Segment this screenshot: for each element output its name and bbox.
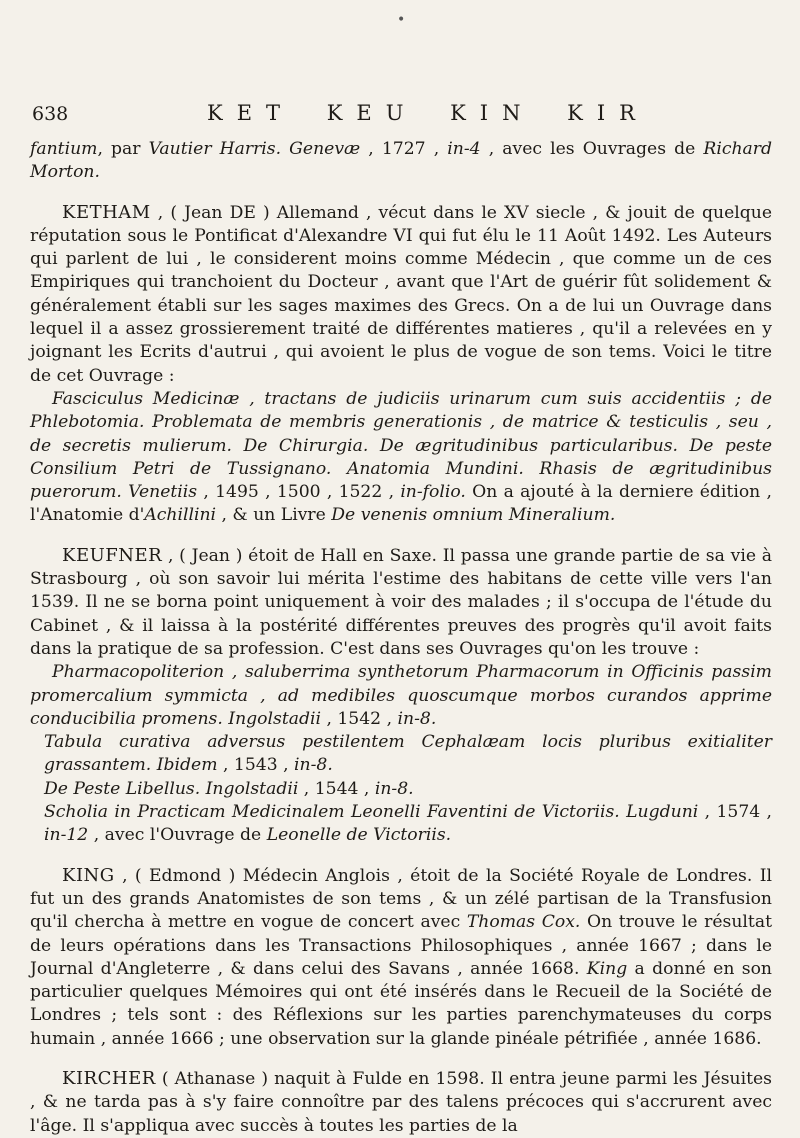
top-mark: • <box>397 12 406 28</box>
page-body <box>30 138 772 1138</box>
work-title: Fasciculus Medicinæ , tractans de judiciis urinarum cum suis accidentiis ; de Phlebotomia. Problemata de membris generationis , de matrice & testiculis , seu , de secretis mulierum. De Chirurgia. De ægritudinibus particularibus. De peste Consilium Petri de Tussignano. Anatomia Mundini. Rhasis de ægritudinibus puerorum. Venetiis , 1495 , 1500 , 1522 , in-folio. On a ajouté à la derniere édition , l'Anatomie d'Achillini , & un Livre De venenis omnium Mineralium. <box>30 388 772 526</box>
entry-keufner: KEUFNER , ( Jean ) étoit de Hall en Saxe. Il passa une grande partie de sa vie à Strasbourg , où son savoir lui mérita l'estime des habitans de cette ville vers l'an 1539. Il ne se borna point uniquement à voir des malades ; il s'occupa de l'étude du Cabinet , & il laissa à la postérité différentes preuves des progrès qu'il avoit faits dans la pratique de sa profession. C'est dans ses Ouvrages qu'on les trouve : <box>30 544 772 659</box>
work-title: Pharmacopoliterion , saluberrima synthetorum Pharmacorum in Officinis passim promercalium symmicta , ad medibiles quoscumque morbos curandos apprime conducibilia promens. Ingolstadii , 1542 , in-8. <box>30 662 772 729</box>
work-title: Scholia in Practicam Medicinalem Leonelli Faventini de Victoriis. Lugduni , 1574 , in-12 , avec l'Ouvrage de Leonelle de Victoriis. <box>44 802 773 846</box>
page-number: 638 <box>32 103 69 125</box>
entry-headword: KIRCHER <box>62 1067 156 1089</box>
entry-ketham: KETHAM , ( Jean DE ) Allemand , vécut dans le XV siecle , & jouit de quelque réputation sous le Pontificat d'Alexandre VI qui fut élu le 11 Août 1492. Les Auteurs qui parlent de lui , le considerent moins comme Médecin , que comme un de ces Empiriques qui tranchoient du Docteur , avant que l'Art de guérir fût solidement & généralement établi sur les sages maximes des Grecs. On a de lui un Ouvrage dans lequel il a assez grossierement traité de différentes matieres , qu'il a relevées en y joignant les Ecrits d'autrui , qui avoient le plus de vogue de son tems. Voici le titre de cet Ouvrage : <box>30 201 772 386</box>
entry-king: KING , ( Edmond ) Médecin Anglois , étoit de la Société Royale de Londres. Il fut un des grands Anatomistes de son tems , & un zélé partisan de la Transfusion qu'il chercha à mettre en vogue de concert avec Thomas Cox. On trouve le résultat de leurs opérations dans les Transactions Philosophiques , année 1667 ; dans le Journal d'Angleterre , & dans celui des Savans , année 1668. King a donné en son particulier quelques Mémoires qui ont été insérés dans le Recueil de la Société de Londres ; tels sont : des Réflexions sur les parties parenchymateuses du corps humain , année 1666 ; une observation sur la glande pinéale pétrifiée , année 1686. <box>30 864 772 1049</box>
entry-headword: KEUFNER <box>62 544 163 566</box>
entry-kircher: KIRCHER ( Athanase ) naquit à Fulde en 1598. Il entra jeune parmi les Jésuites , & ne tarda pas à s'y faire connoître par des talens précoces qui s'accrurent avec l'âge. Il s'appliqua avec succès à toutes les parties de la <box>30 1067 772 1136</box>
running-head: KET KEU KIN KIR <box>207 101 649 125</box>
entry-headword: KING <box>62 864 115 886</box>
entry-headword: KETHAM <box>62 201 151 223</box>
continued-entry: fantium, par Vautier Harris. Genevæ , 1727 , in-4 , avec les Ouvrages de Richard Morton. <box>30 139 773 183</box>
work-title: Tabula curativa adversus pestilentem Cephalæam locis pluribus exitialiter grassantem. Ibidem , 1543 , in-8. <box>44 732 772 776</box>
work-title: De Peste Libellus. Ingolstadii , 1544 , in-8. <box>44 778 414 799</box>
page-header <box>32 97 772 131</box>
